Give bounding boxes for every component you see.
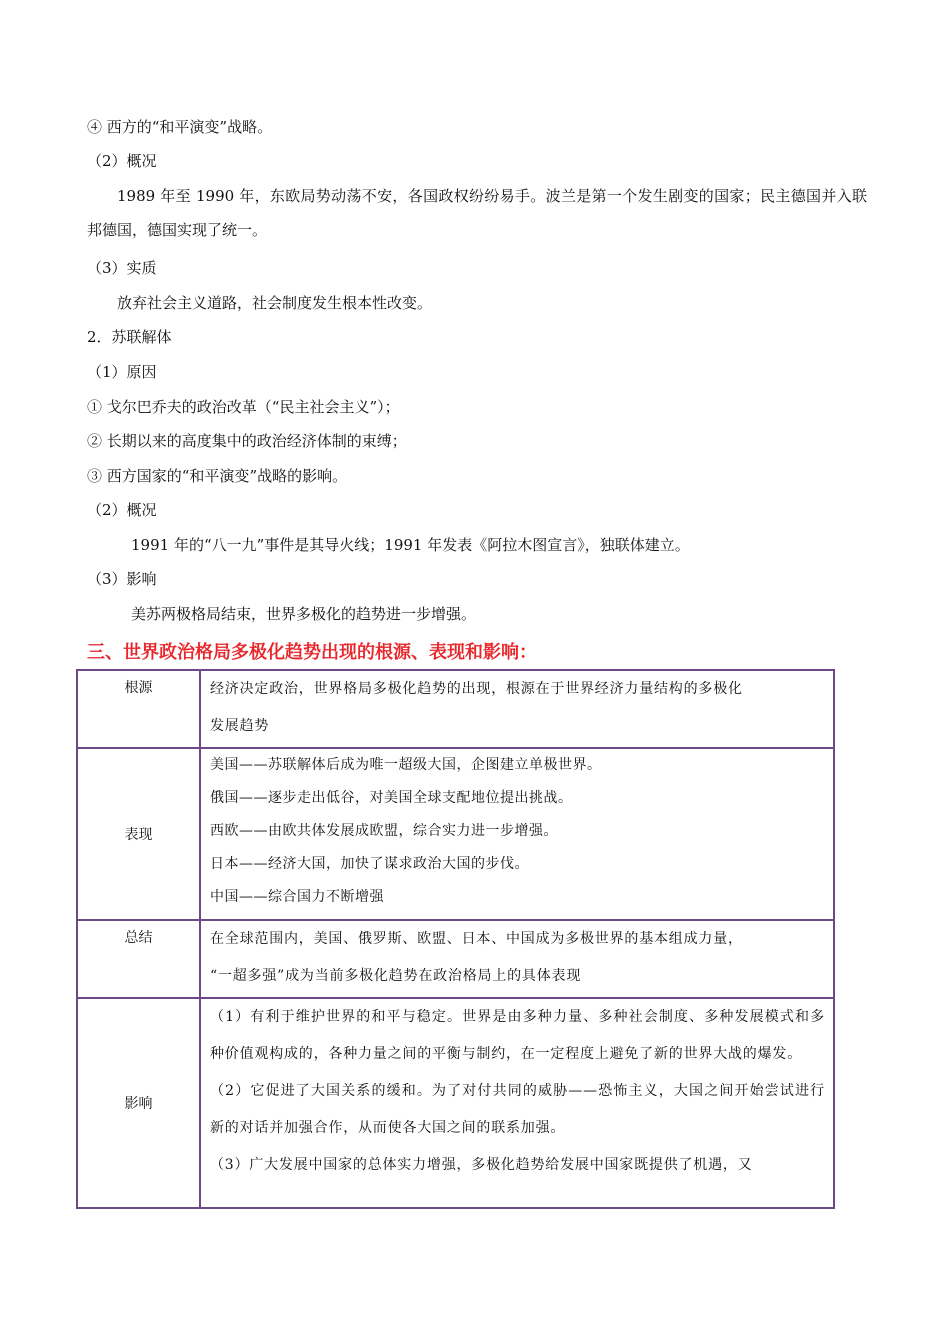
info-table [76, 669, 835, 1209]
cell-text: 经济决定政治，世界格局多极化趋势的出现，根源在于世界经济力量结构的多极化 [210, 681, 743, 697]
list-item: 西欧——由欧共体发展成欧盟，综合实力进一步增强。 [210, 823, 558, 839]
cell-text: “一超多强”成为当前多极化趋势在政治格局上的具体表现 [210, 968, 582, 984]
text-line: ② 长期以来的高度集中的政治经济体制的束缚； [87, 432, 407, 450]
table-row [77, 998, 834, 1208]
list-item: 日本——经济大国，加快了谋求政治大国的步伐。 [210, 856, 529, 872]
text-line: ① 戈尔巴乔夫的政治改革（“民主社会主义”）； [87, 398, 400, 416]
row-label: 影响 [124, 1096, 153, 1112]
row-label: 表现 [124, 827, 153, 843]
row-label: 总结 [124, 930, 153, 946]
subheading: （2）概况 [87, 152, 157, 170]
table-row [77, 670, 834, 748]
content-cell [200, 920, 834, 998]
subheading: （3）实质 [87, 259, 157, 277]
table-row [77, 920, 834, 998]
cell-paragraph: （1）有利于维护世界的和平与稳定。世界是由多种力量、多种社会制度、多种发展模式和多种价值观构成的，各种力量之间的平衡与制约，在一定程度上避免了新的世界大战的爆发。 [210, 1009, 825, 1062]
subheading: （1）原因 [87, 363, 157, 381]
text-line: ④ 西方的“和平演变”战略。 [87, 118, 273, 136]
list-item: 美国——苏联解体后成为唯一超级大国，企图建立单极世界。 [210, 757, 602, 773]
cell-paragraph: （2）它促进了大国关系的缓和。为了对付共同的威胁——恐怖主义，大国之间开始尝试进行新的对话并加强合作，从而使各大国之间的联系加强。 [210, 1083, 825, 1136]
content-cell [200, 748, 834, 920]
subheading: （2）概况 [87, 501, 157, 519]
row-label-cell [77, 670, 200, 748]
text-line: 1991 年的“八一九”事件是其导火线；1991 年发表《阿拉木图宣言》，独联体建立。 [131, 536, 690, 554]
cell-paragraph: （3）广大发展中国家的总体实力增强，多极化趋势给发展中国家既提供了机遇，又 [210, 1157, 753, 1173]
paragraph: 1989 年至 1990 年，东欧局势动荡不安，各国政权纷纷易手。波兰是第一个发生剧变的国家；民主德国并入联邦德国，德国实现了统一。 [87, 187, 867, 239]
table-row [77, 748, 834, 920]
section-title: 2．苏联解体 [87, 328, 172, 346]
row-label-cell [77, 748, 200, 920]
cell-text: 在全球范围内，美国、俄罗斯、欧盟、日本、中国成为多极世界的基本组成力量， [210, 931, 743, 947]
text-line: 美苏两极格局结束，世界多极化的趋势进一步增强。 [131, 605, 477, 623]
subheading: （3）影响 [87, 570, 157, 588]
list-item: 中国——综合国力不断增强 [210, 889, 384, 905]
cell-text: 发展趋势 [210, 718, 270, 734]
row-label-cell [77, 920, 200, 998]
row-label: 根源 [124, 680, 153, 696]
text-line: ③ 西方国家的“和平演变”战略的影响。 [87, 467, 348, 485]
content-cell [200, 998, 834, 1208]
section-heading: 三、世界政治格局多极化趋势出现的根源、表现和影响： [87, 642, 537, 663]
row-label-cell [77, 998, 200, 1208]
text-line: 放弃社会主义道路，社会制度发生根本性改变。 [117, 294, 433, 312]
list-item: 俄国——逐步走出低谷，对美国全球支配地位提出挑战。 [210, 790, 573, 806]
content-cell [200, 670, 834, 748]
